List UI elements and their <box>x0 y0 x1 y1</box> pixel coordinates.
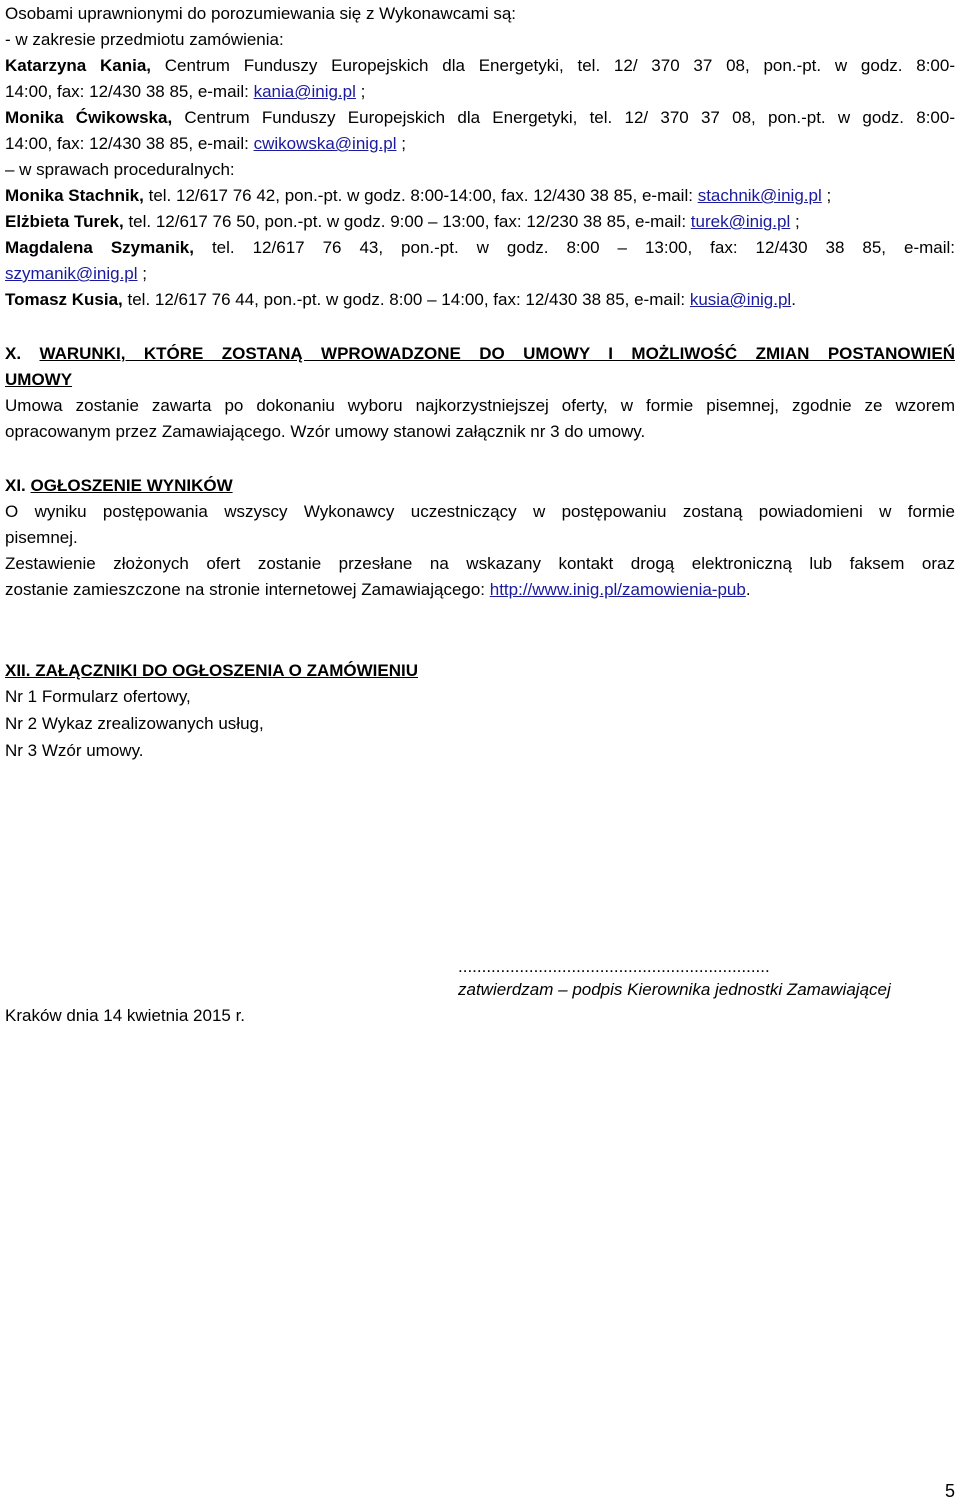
contact-name: Tomasz Kusia, <box>5 290 123 309</box>
section-x-heading-cont: UMOWY <box>5 370 73 389</box>
attachment-item: Nr 3 Wzór umowy. <box>5 741 144 760</box>
signature-caption: zatwierdzam – podpis Kierownika jednostki Zamawiającej <box>458 980 891 999</box>
contact-szymanik-line1: Magdalena Szymanik, tel. 12/617 76 43, pon.-pt. w godz. 8:00 – 13:00, fax: 12/430 38 85, e-mail: <box>5 238 956 257</box>
page-number: 5 <box>944 1481 955 1501</box>
contact-name: Monika Ćwikowska, <box>5 108 173 127</box>
attachment-item: Nr 2 Wykaz zrealizowanych usług, <box>5 714 264 733</box>
contacts-intro: Osobami uprawnionymi do porozumiewania się z Wykonawcami są: <box>5 4 517 23</box>
contact-name: Magdalena Szymanik, <box>5 238 194 257</box>
email-link-szymanik[interactable]: szymanik@inig.pl <box>5 264 138 283</box>
tenders-url-link[interactable]: http://www.inig.pl/zamowienia-pub <box>489 580 746 599</box>
place-date: Kraków dnia 14 kwietnia 2015 r. <box>5 1006 246 1025</box>
section-xi-heading: XI. OGŁOSZENIE WYNIKÓW <box>5 476 233 495</box>
section-x-line1: Umowa zostanie zawarta po dokonaniu wyboru najkorzystniejszej oferty, w formie pisemnej, zgodnie ze wzorem <box>5 396 955 415</box>
email-link-kusia[interactable]: kusia@inig.pl <box>689 290 792 309</box>
contact-kania-line1: Katarzyna Kania, Centrum Funduszy Europejskich dla Energetyki, tel. 12/ 370 37 08, pon.-pt. w godz. 8:00- <box>5 56 955 75</box>
subject-label: - w zakresie przedmiotu zamówienia: <box>5 30 284 49</box>
procedural-label: – w sprawach proceduralnych: <box>5 160 235 179</box>
section-xi-p1-line1: O wyniku postępowania wszyscy Wykonawcy uczestniczący w postępowaniu zostaną powiadomieni w formie <box>5 502 955 521</box>
signature-dots: .................................................................. <box>458 957 770 976</box>
email-link-stachnik[interactable]: stachnik@inig.pl <box>697 186 822 205</box>
contact-stachnik: Monika Stachnik, tel. 12/617 76 42, pon.-pt. w godz. 8:00-14:00, fax. 12/430 38 85, e-mail: stachnik@inig.pl ; <box>5 186 832 205</box>
email-link-cwikowska[interactable]: cwikowska@inig.pl <box>253 134 397 153</box>
contact-cwikowska-line1: Monika Ćwikowska, Centrum Funduszy Europejskich dla Energetyki, tel. 12/ 370 37 08, pon.-pt. w godz. 8:00- <box>5 108 955 127</box>
contact-name: Elżbieta Turek, <box>5 212 124 231</box>
section-xii-heading: XII. ZAŁĄCZNIKI DO OGŁOSZENIA O ZAMÓWIENIU <box>5 661 419 680</box>
contact-cwikowska-line2: 14:00, fax: 12/430 38 85, e-mail: cwikowska@inig.pl ; <box>5 134 406 153</box>
section-xi-p1-line2: pisemnej. <box>5 528 78 547</box>
attachment-item: Nr 1 Formularz ofertowy, <box>5 687 191 706</box>
contact-name: Monika Stachnik, <box>5 186 144 205</box>
contact-kania-line2: 14:00, fax: 12/430 38 85, e-mail: kania@inig.pl ; <box>5 82 366 101</box>
email-link-turek[interactable]: turek@inig.pl <box>690 212 791 231</box>
section-xi-p2-line2: zostanie zamieszczone na stronie internetowej Zamawiającego: http://www.inig.pl/zamowienia-pub. <box>5 580 751 599</box>
contact-kusia: Tomasz Kusia, tel. 12/617 76 44, pon.-pt. w godz. 8:00 – 14:00, fax: 12/430 38 85, e-mail: kusia@inig.pl. <box>5 290 796 309</box>
section-xi-p2-line1: Zestawienie złożonych ofert zostanie przesłane na wskazany kontakt drogą elektroniczną lub faksem oraz <box>5 554 955 573</box>
email-link-kania[interactable]: kania@inig.pl <box>253 82 356 101</box>
section-x-line2: opracowanym przez Zamawiającego. Wzór umowy stanowi załącznik nr 3 do umowy. <box>5 422 646 441</box>
contact-name: Katarzyna Kania, <box>5 56 152 75</box>
section-x-heading: X. WARUNKI, KTÓRE ZOSTANĄ WPROWADZONE DO UMOWY I MOŻLIWOŚĆ ZMIAN POSTANOWIEŃ <box>5 344 956 363</box>
contact-turek: Elżbieta Turek, tel. 12/617 76 50, pon.-pt. w godz. 9:00 – 13:00, fax: 12/230 38 85, e-mail: turek@inig.pl ; <box>5 212 800 231</box>
contact-szymanik-line2: szymanik@inig.pl ; <box>5 264 147 283</box>
